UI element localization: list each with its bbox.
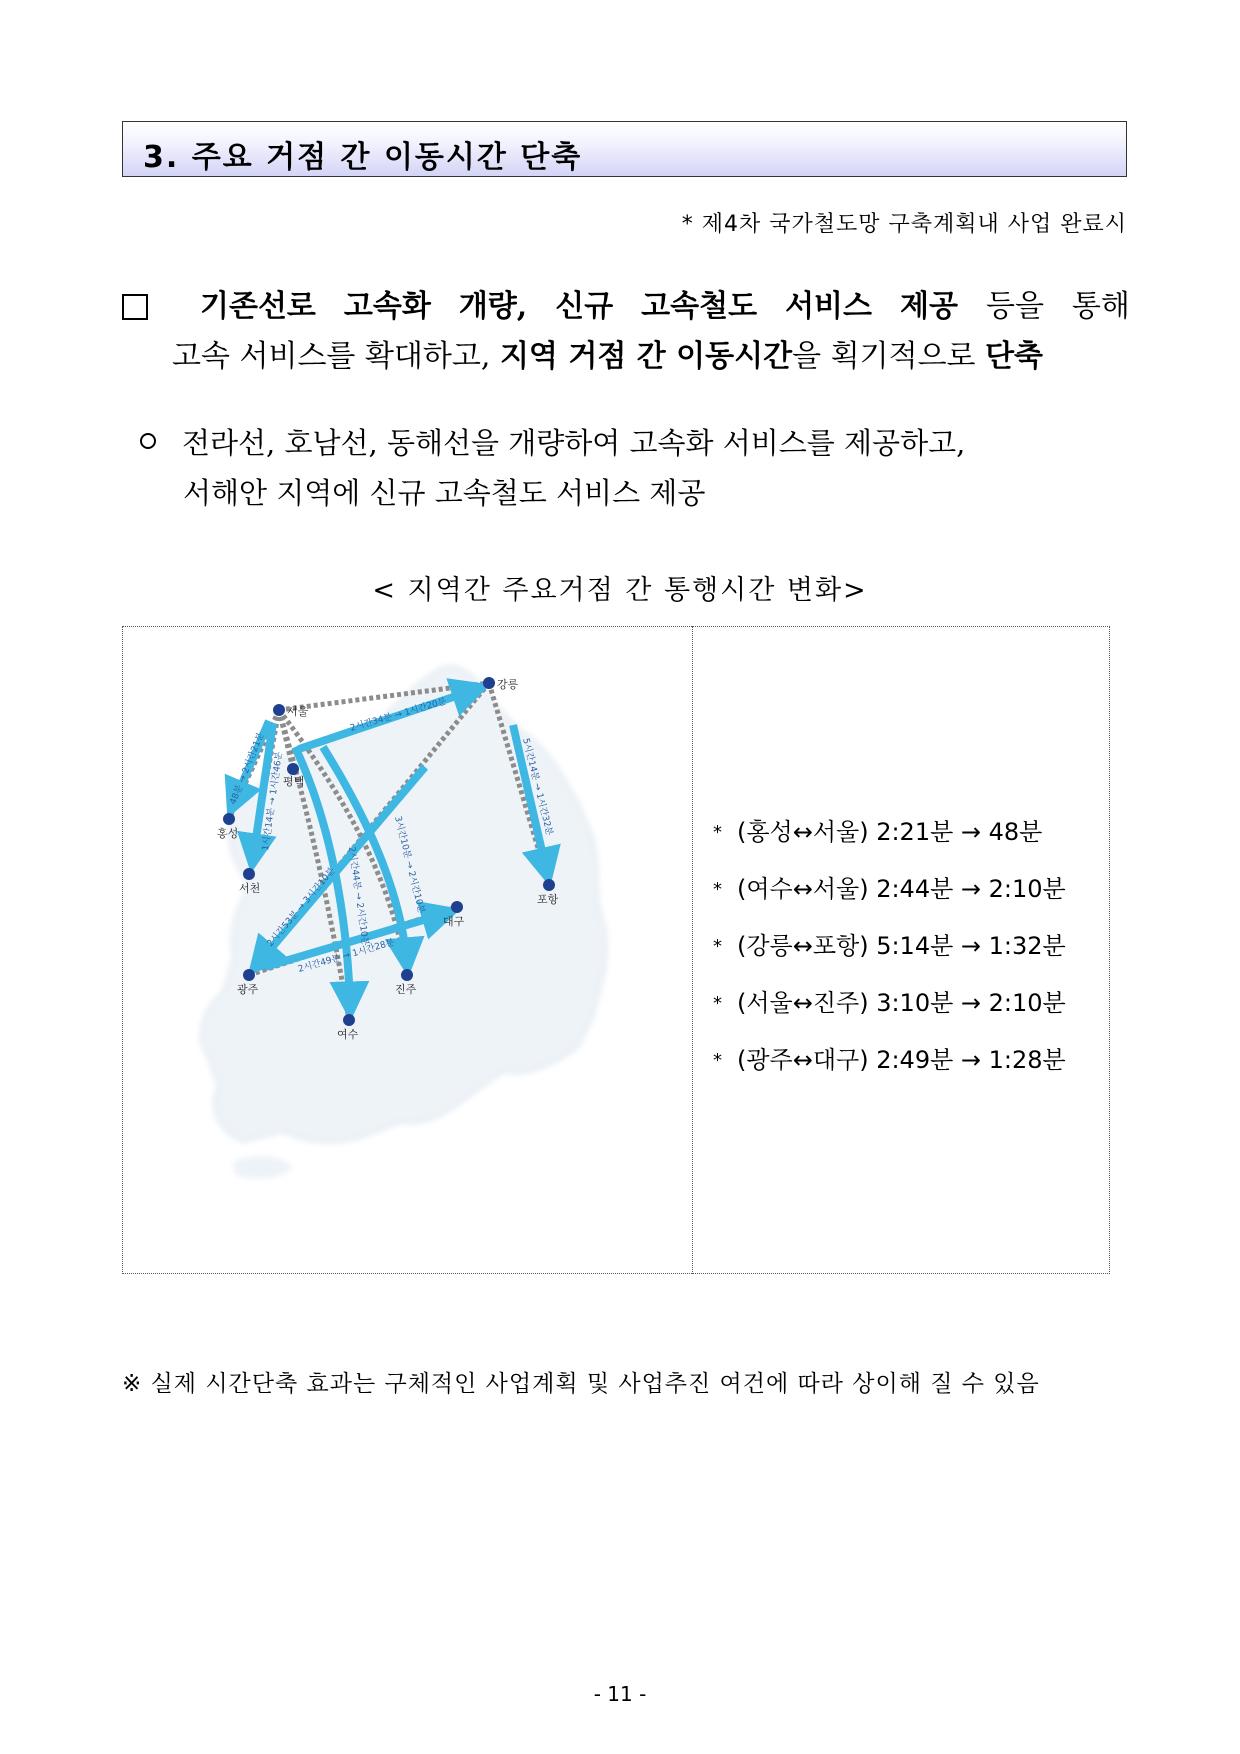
text-span: 을 획기적으로 xyxy=(792,339,986,374)
city-node-gwangju xyxy=(243,969,255,981)
city-node-daegu xyxy=(451,901,463,913)
label-seoul-jinju: 3시간10분 → 2시간10분 xyxy=(392,815,426,915)
text-span: 전라선, 호남선, 동해선을 개량하여 고속화 서비스를 제공하고, xyxy=(182,426,966,460)
city-label-daegu: 대구 xyxy=(443,915,465,928)
section-title: 3. 주요 거점 간 이동시간 단축 xyxy=(143,140,583,175)
travel-time-text: (서울↔진주) 3:10분 → 2:10분 xyxy=(737,989,1066,1017)
word: 고속철도 xyxy=(641,289,758,324)
city-label-gwangju: 광주 xyxy=(237,983,259,996)
main-paragraph-line2 xyxy=(122,332,1130,382)
word: 서비스 xyxy=(785,289,873,324)
city-node-seoul xyxy=(273,704,285,716)
city-label-jinju: 진주 xyxy=(395,983,417,996)
word: 등을 xyxy=(985,289,1044,324)
travel-time-text: (광주↔대구) 2:49분 → 1:28분 xyxy=(737,1046,1066,1074)
footnote: ※ 실제 시간단축 효과는 구체적인 사업계획 및 사업추진 여건에 따라 상이해 질 수 있음 xyxy=(122,1371,1040,1397)
city-label-pohang: 포항 xyxy=(537,893,559,906)
word: 통해 xyxy=(1071,289,1130,324)
section-title-box xyxy=(122,121,1127,177)
list-item xyxy=(713,1040,1066,1097)
text-span: 고속 서비스를 확대하고, xyxy=(172,339,500,374)
word: 고속화 xyxy=(343,289,431,324)
word: 개량, xyxy=(458,289,528,324)
city-label-gangneung: 강릉 xyxy=(497,678,519,691)
label-seoul-seocheon: 1시간14분 → 1시간46분 xyxy=(261,751,285,852)
list-item xyxy=(713,983,1066,1040)
list-item xyxy=(713,869,1066,926)
word: 신규 xyxy=(555,289,614,324)
asterisk-icon: * xyxy=(713,993,722,1014)
travel-time-text: (여수↔서울) 2:44분 → 2:10분 xyxy=(737,875,1066,903)
asterisk-icon: * xyxy=(713,936,722,957)
city-label-hongseong: 홍성 xyxy=(217,827,239,840)
korea-rail-map xyxy=(123,627,691,1273)
bold-span: 단축 xyxy=(985,339,1044,374)
page-number: - 11 - xyxy=(593,1682,647,1706)
main-paragraph-line1 xyxy=(122,282,1130,332)
main-paragraph xyxy=(122,282,1130,382)
city-node-yeosu xyxy=(343,1014,355,1026)
bold-span: 지역 거점 간 이동시간 xyxy=(499,339,793,374)
label-seoul-gangneung: 2시간34분 → 1시간20분 xyxy=(349,696,448,734)
figure-divider xyxy=(692,626,693,1274)
travel-time-text: (홍성↔서울) 2:21분 → 48분 xyxy=(737,818,1043,846)
city-node-pyeongtaek xyxy=(287,763,299,775)
label-gangneung-pohang: 5시간14분 → 1시간32분 xyxy=(520,737,554,837)
circle-bullet-icon xyxy=(140,433,156,449)
word: 제공 xyxy=(900,289,958,324)
asterisk-icon: * xyxy=(713,1050,722,1071)
label-seoul-yeosu: 2시간44분 → 2시간10분 xyxy=(346,846,370,947)
travel-time-list xyxy=(713,812,1066,1097)
list-item xyxy=(713,812,1066,869)
city-label-pyeongtaek: 평택 xyxy=(283,775,305,788)
travel-time-text: (강릉↔포항) 5:14분 → 1:32분 xyxy=(737,932,1066,960)
figure-caption: < 지역간 주요거점 간 통행시간 변화> xyxy=(372,575,868,606)
city-node-hongseong xyxy=(223,813,235,825)
city-node-gangneung xyxy=(483,677,495,689)
city-node-seocheon xyxy=(243,868,255,880)
city-label-seoul: 서울 xyxy=(287,705,309,718)
checkbox-square-icon xyxy=(122,294,148,320)
word: 기존선로 xyxy=(199,289,316,324)
map-svg xyxy=(123,627,691,1273)
city-node-pohang xyxy=(543,879,555,891)
completion-note: * 제4차 국가철도망 구축계획내 사업 완료시 xyxy=(681,212,1127,237)
label-gwangju-daegu: 2시간49분 → 1시간28분 xyxy=(297,937,396,975)
sub-paragraph xyxy=(140,418,1100,518)
city-label-yeosu: 여수 xyxy=(337,1028,359,1041)
label-seoul-hongseong: 48분 → 2시간21분 xyxy=(228,731,267,807)
sub-paragraph-line1 xyxy=(140,418,1100,468)
list-item xyxy=(713,926,1066,983)
sub-paragraph-line2: 서해안 지역에 신규 고속철도 서비스 제공 xyxy=(183,476,706,510)
asterisk-icon: * xyxy=(713,879,722,900)
city-label-seocheon: 서천 xyxy=(239,882,261,895)
jeju-island-shape xyxy=(233,1156,293,1179)
city-node-jinju xyxy=(401,969,413,981)
label-gangneung-gwangju: 2시간53분 → 3시간10분 xyxy=(265,866,338,949)
asterisk-icon: * xyxy=(713,822,722,843)
